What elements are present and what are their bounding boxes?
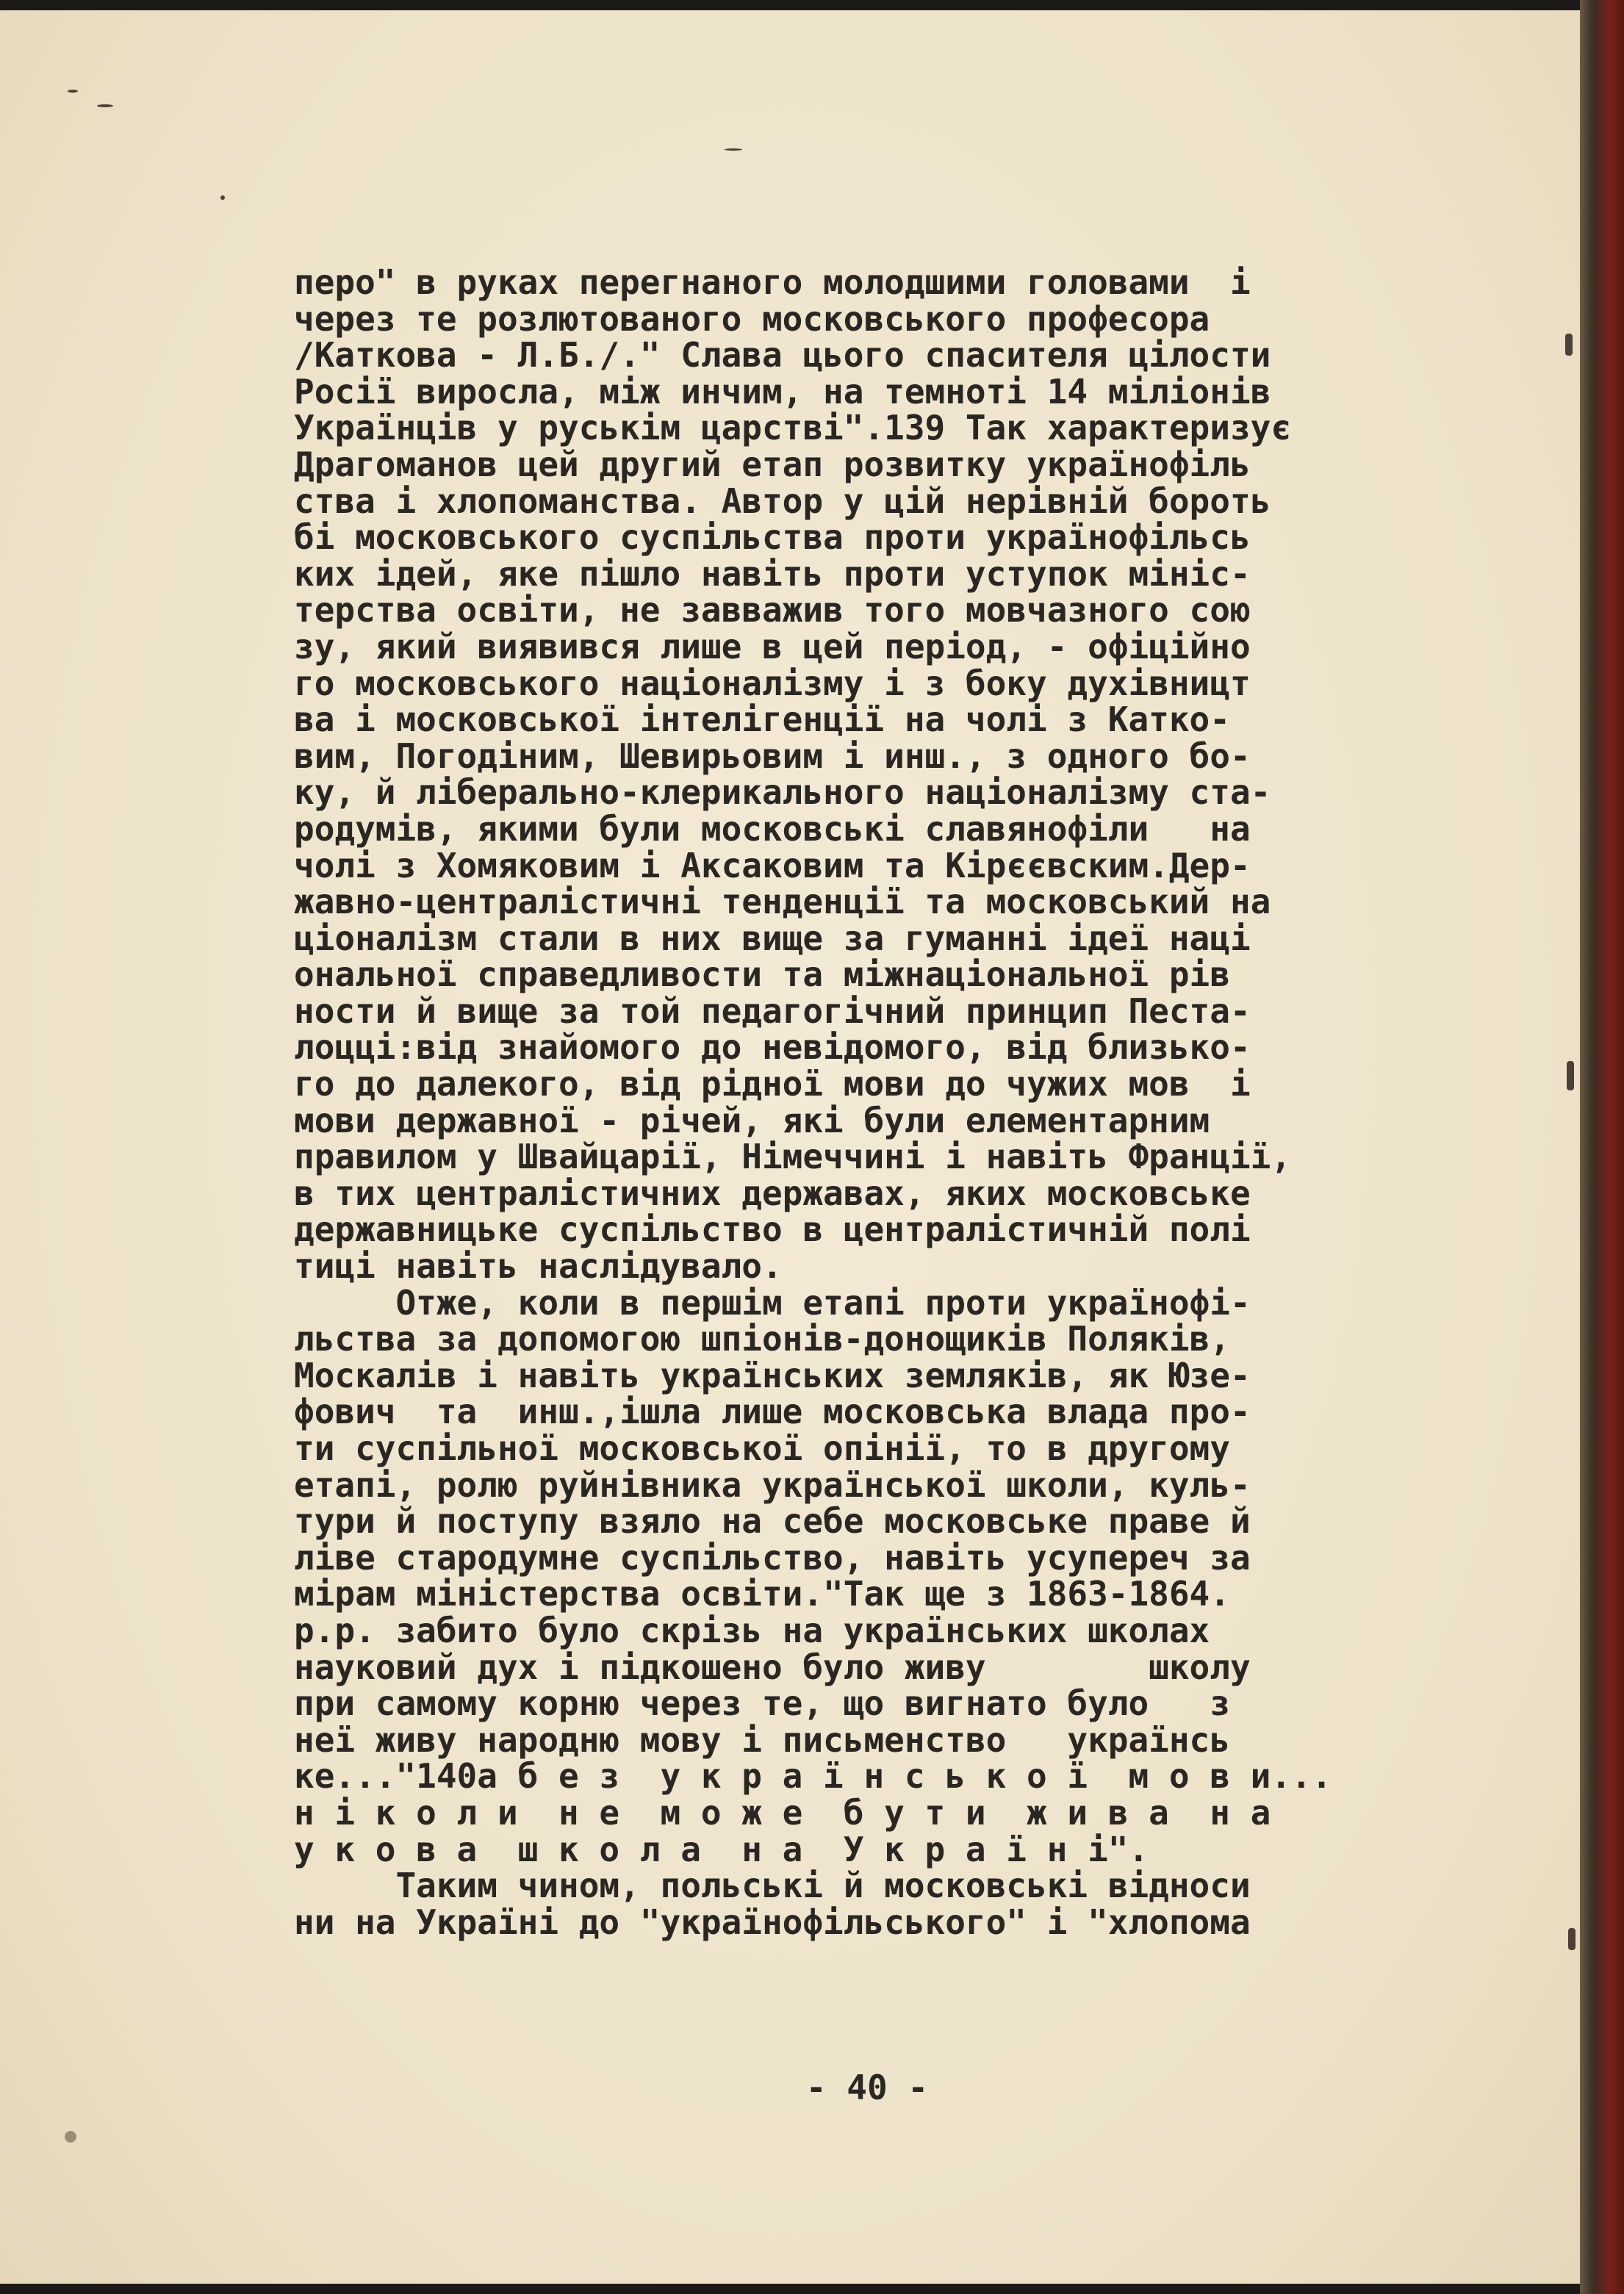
- text-line: н і к о л и н е м о ж е б у т и ж и в а н а: [294, 1792, 1271, 1833]
- page-number: - 40 -: [805, 2068, 929, 2107]
- text-line: ональної справедливости та міжнаціональної рів: [294, 954, 1230, 995]
- text-line: Отже, коли в першім етапі проти українофі-: [294, 1282, 1251, 1323]
- text-line: /Каткова - Л.Б./." Слава цього спасителя цілости: [294, 335, 1271, 375]
- body-text: [294, 262, 1470, 1942]
- text-line: мірам міністерства освіти."Так ще з 1863-1864.: [294, 1574, 1230, 1614]
- page-speck: [65, 2131, 76, 2143]
- text-line: ва і московської інтелігенції на чолі з Катко-: [294, 700, 1230, 740]
- text-line: у к о в а ш к о л а н а У к р а ї н і".: [294, 1829, 1149, 1869]
- text-line: бі московського суспільства проти українофільсь: [294, 517, 1251, 558]
- text-line: Драгоманов цей другий етап розвитку українофіль: [294, 444, 1251, 484]
- text-line: ку, й ліберально-клерикального націоналізму ста-: [294, 772, 1271, 813]
- page-speck: [220, 195, 225, 200]
- text-line: родумів, якими були московські славянофіли на: [294, 808, 1251, 849]
- text-line: науковий дух і підкошено було живу школу: [294, 1647, 1251, 1687]
- text-line: жавно-централістичні тенденції та московський на: [294, 882, 1271, 922]
- scanned-page: [0, 10, 1580, 2284]
- text-line: р.р. забито було скрізь на українських школах: [294, 1610, 1210, 1650]
- text-line: при самому корню через те, що вигнато було з: [294, 1683, 1230, 1724]
- text-line: го московського націоналізму і з боку духівницт: [294, 663, 1251, 703]
- text-line: тури й поступу взяло на себе московське праве й: [294, 1501, 1251, 1542]
- text-line: неї живу народню мову і письменство українсь: [294, 1719, 1230, 1760]
- text-line: правилом у Швайцарії, Німеччині і навіть Франції,: [294, 1137, 1292, 1177]
- text-line: зу, який виявився лише в цей період, - офіційно: [294, 626, 1251, 666]
- page-speck: [1568, 1928, 1576, 1950]
- text-line: мови державної - річей, які були елементарним: [294, 1100, 1210, 1140]
- page-speck: [725, 148, 742, 151]
- text-line: ких ідей, яке пішло навіть проти уступок мініс-: [294, 553, 1251, 594]
- page-speck: [97, 104, 113, 107]
- text-line: ліве стародумне суспільство, навіть усупереч за: [294, 1537, 1251, 1578]
- text-line: Українців у руськім царстві".139 Так характеризує: [294, 408, 1292, 448]
- text-line: перо" в руках перегнаного молодшими головами і: [294, 262, 1251, 302]
- text-line: через те розлютованого московського професора: [294, 298, 1210, 339]
- page-speck: [1565, 334, 1573, 356]
- text-line: ни на Україні до "українофільського" і "хлопома: [294, 1902, 1251, 1942]
- text-line: фович та инш.,ішла лише московська влада про-: [294, 1392, 1251, 1432]
- text-line: Таким чином, польські й московські відноси: [294, 1866, 1251, 1906]
- text-line: в тих централістичних державах, яких московське: [294, 1173, 1251, 1213]
- text-line: ти суспільної московської опінії, то в другому: [294, 1428, 1230, 1468]
- text-line: Росії виросла, між инчим, на темноті 14 міліонів: [294, 371, 1271, 411]
- page-speck: [68, 90, 78, 93]
- text-line: терства освіти, не завважив того мовчазного сою: [294, 590, 1251, 630]
- text-line: чолі з Хомяковим і Аксаковим та Кірєєвским.Дер-: [294, 845, 1251, 885]
- text-line: ціоналізм стали в них вище за гуманні ідеї наці: [294, 918, 1251, 958]
- book-binding-edge: [1580, 0, 1624, 2294]
- text-line: вим, Погодіним, Шевирьовим і инш., з одного бо-: [294, 736, 1251, 776]
- text-line: лоцці:від знайомого до невідомого, від близько-: [294, 1027, 1251, 1068]
- text-line: льства за допомогою шпіонів-донощиків Поляків,: [294, 1319, 1230, 1359]
- text-line: ке..."140а б е з у к р а ї н с ь к о ї м о в и...: [294, 1756, 1332, 1797]
- text-line: етапі, ролю руйнівника української школи, куль-: [294, 1464, 1251, 1505]
- text-line: го до далекого, від рідної мови до чужих мов і: [294, 1064, 1251, 1104]
- text-line: тиці навіть наслідувало.: [294, 1246, 783, 1287]
- text-line: ства і хлопоманства. Автор у цій нерівній бороть: [294, 481, 1271, 521]
- page-speck: [1567, 1061, 1574, 1090]
- text-line: ности й вище за той педагогічний принцип Песта-: [294, 990, 1251, 1031]
- text-line: державницьке суспільство в централістичній полі: [294, 1209, 1251, 1250]
- text-line: Москалів і навіть українських земляків, як Юзе-: [294, 1355, 1251, 1395]
